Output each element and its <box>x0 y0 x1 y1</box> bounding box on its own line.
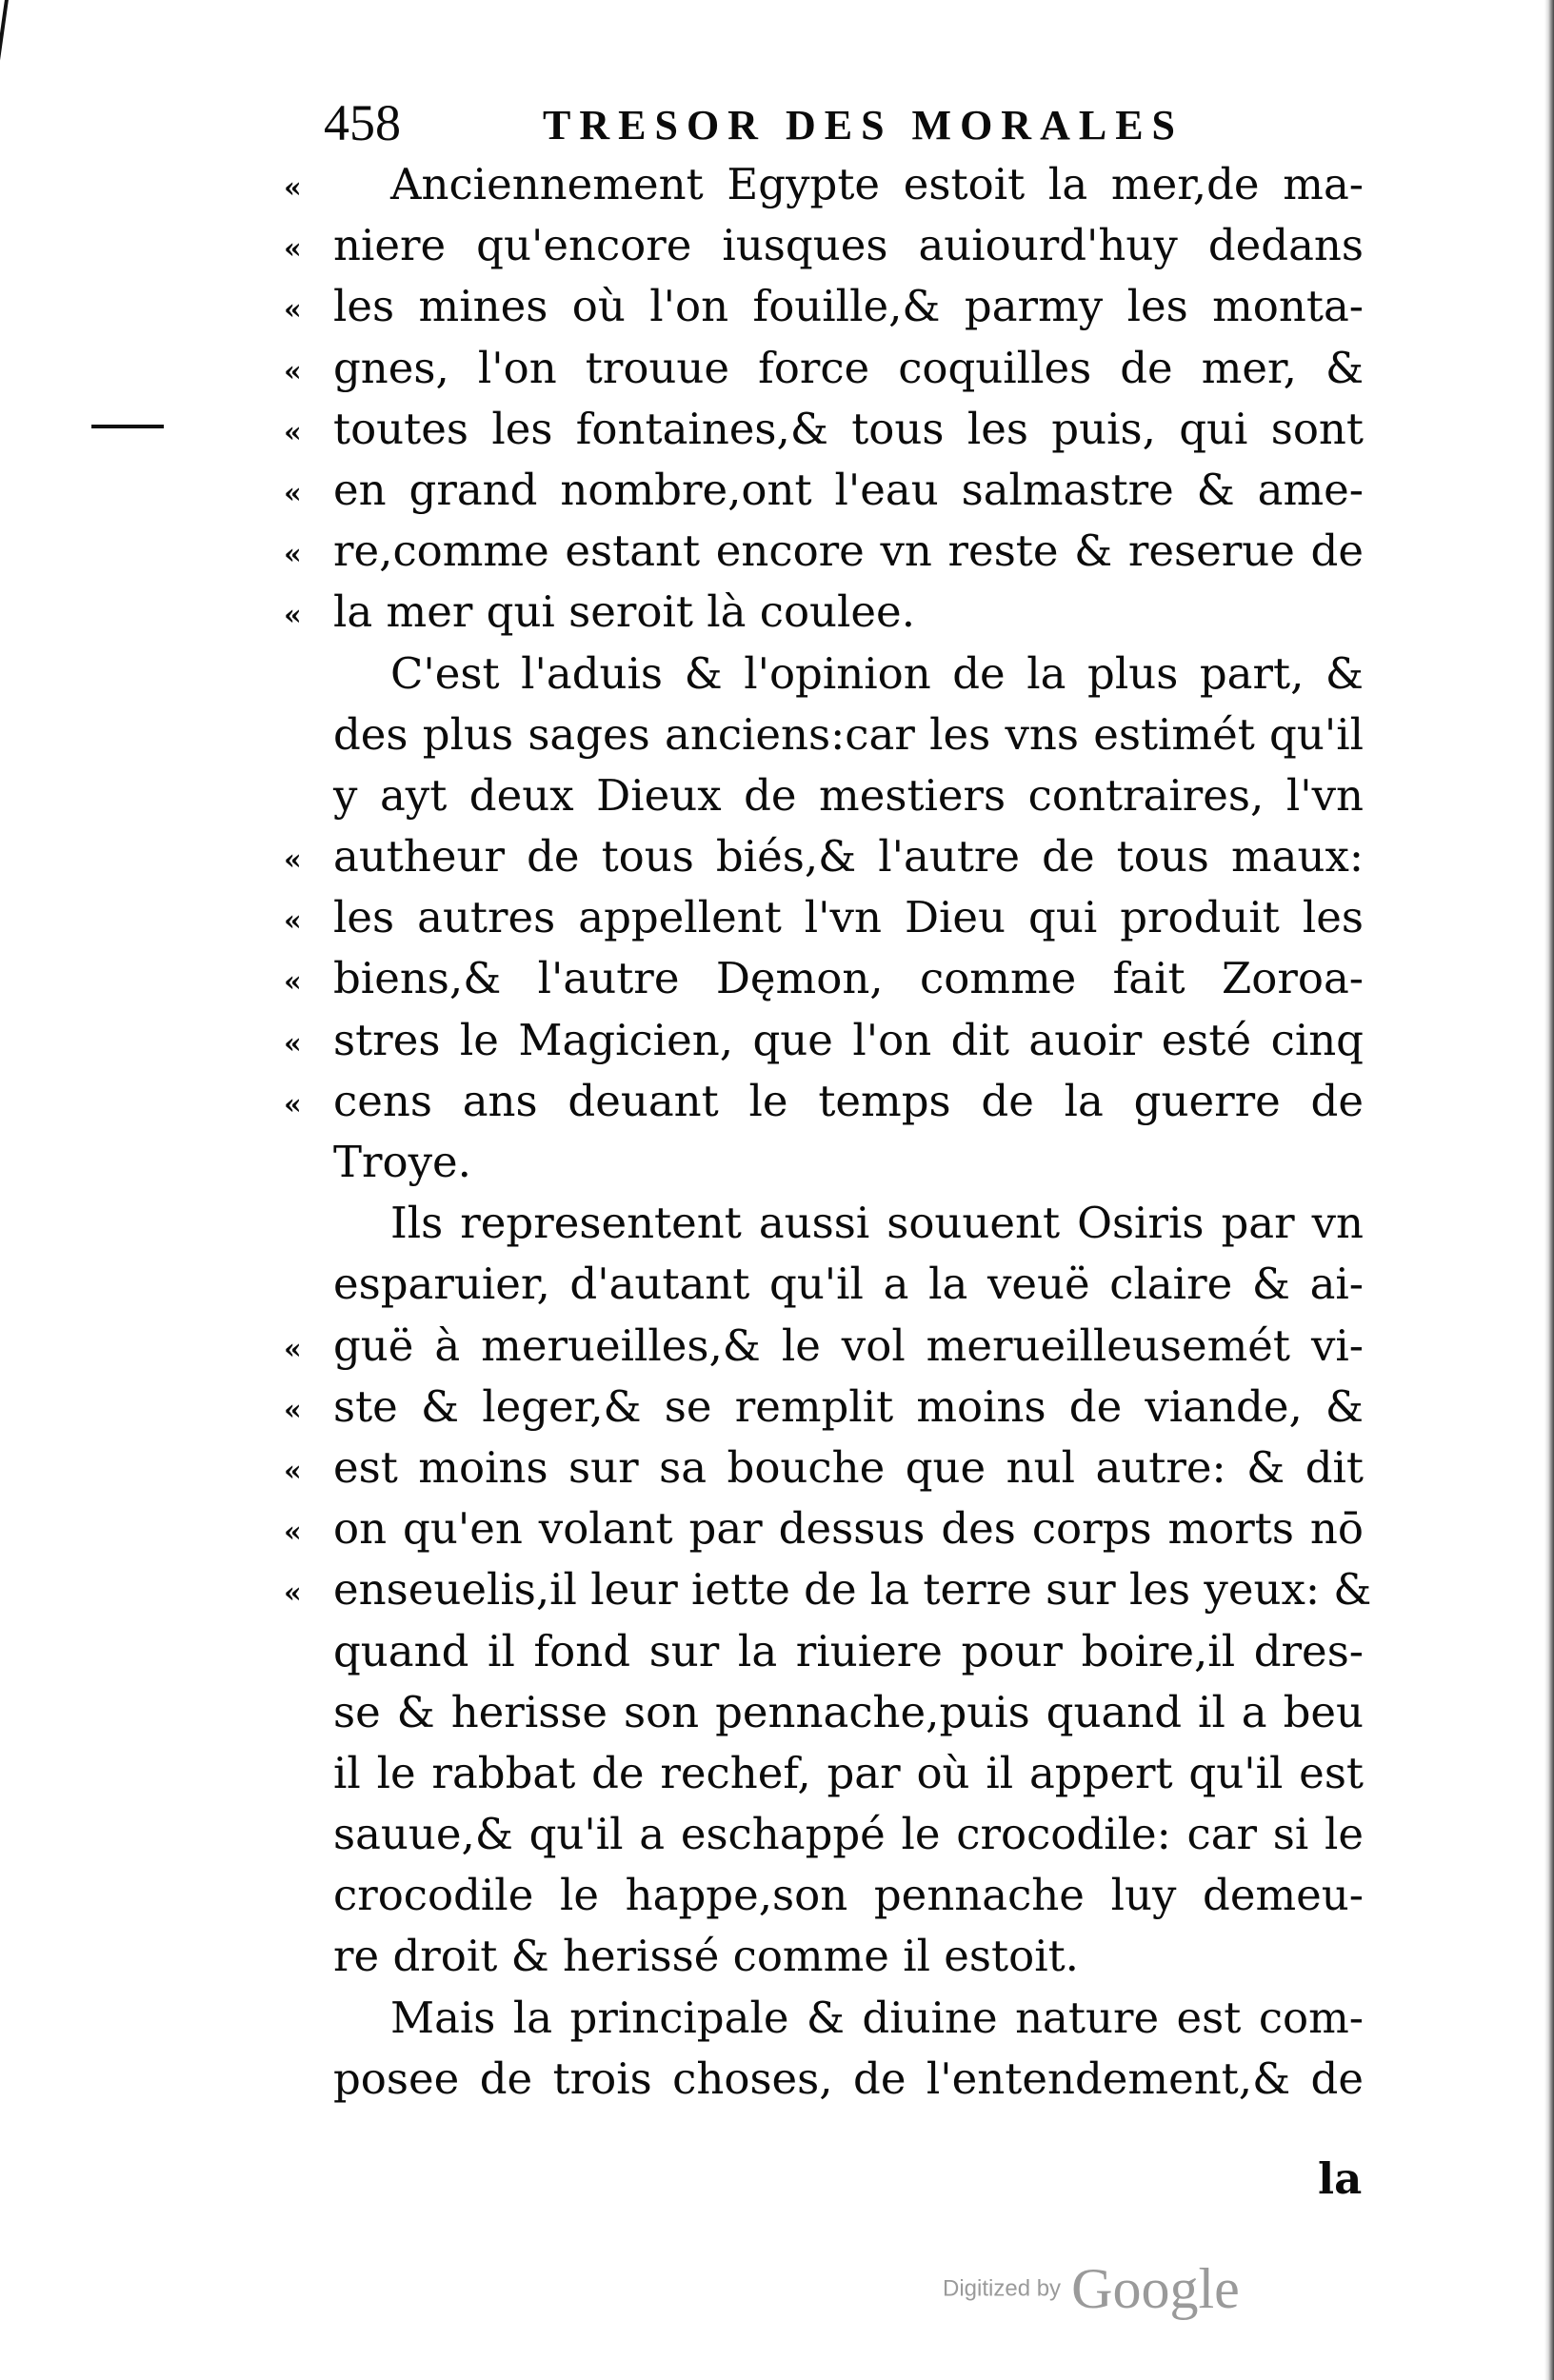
text-line <box>0 1193 1554 1254</box>
line-text: des plus sages anciens:car les vns estimét qu'il <box>333 708 1364 760</box>
line-text: C'est l'aduis & l'opinion de la plus part, & <box>390 647 1364 699</box>
text-line <box>0 582 1554 643</box>
line-text: toutes les fontaines,& tous les puis, qui sont <box>333 403 1364 454</box>
line-text: autheur de tous biés,& l'autre de tous maux: <box>333 831 1364 883</box>
text-line <box>0 1559 1554 1620</box>
line-text: en grand nombre,ont l'eau salmastre & ame- <box>333 464 1364 515</box>
quotation-marker: « <box>284 1516 302 1550</box>
text-line <box>0 1316 1554 1377</box>
text-line <box>0 215 1554 276</box>
line-text: biens,& l'autre Dęmon, comme fait Zoroa- <box>333 953 1364 1004</box>
text-line <box>0 1071 1554 1132</box>
line-text: Ils representent aussi souuent Osiris par vn <box>390 1198 1364 1249</box>
quotation-marker: « <box>284 354 302 388</box>
text-line <box>0 887 1554 948</box>
line-text: les autres appellent l'vn Dieu qui produit les <box>333 892 1364 943</box>
text-line <box>0 1682 1554 1743</box>
body-text <box>0 154 1554 2110</box>
line-text: y ayt deux Dieux de mestiers contraires, l'vn <box>333 769 1364 821</box>
text-line <box>0 521 1554 582</box>
line-text: esparuier, d'autant qu'il a la veuë claire & ai- <box>333 1259 1364 1310</box>
line-text: posee de trois choses, de l'entendement,& de <box>333 2053 1364 2104</box>
quotation-marker: « <box>284 1332 302 1366</box>
line-text: se & herisse son pennache,puis quand il a beu <box>333 1686 1364 1737</box>
line-text: quand il fond sur la riuiere pour boire,il dres- <box>333 1625 1364 1676</box>
quotation-marker: « <box>284 415 302 449</box>
line-text: la mer qui seroit là coulee. <box>333 586 915 638</box>
line-text: re droit & herissé comme il estoit. <box>333 1931 1079 1982</box>
text-line <box>0 704 1554 765</box>
quotation-marker: « <box>284 538 302 572</box>
text-line <box>0 1438 1554 1498</box>
text-line <box>0 460 1554 521</box>
line-text: sauue,& qu'il a eschappé le crocodile: car si le <box>333 1809 1364 1860</box>
quotation-marker: « <box>284 1454 302 1488</box>
text-line <box>0 1132 1554 1193</box>
line-text: enseuelis,il leur iette de la terre sur les yeux: & <box>333 1564 1372 1616</box>
line-text: est moins sur sa bouche que nul autre: & dit <box>333 1441 1364 1493</box>
line-text: stres le Magicien, que l'on dit auoir esté cinq <box>333 1014 1364 1065</box>
digitization-footer <box>943 2256 1240 2322</box>
quotation-marker: « <box>284 904 302 939</box>
text-line <box>0 826 1554 887</box>
quotation-marker: « <box>284 1026 302 1061</box>
line-text: crocodile le happe,son pennache luy demeu- <box>333 1870 1364 1921</box>
quotation-marker: « <box>284 843 302 878</box>
page-header <box>324 93 1371 156</box>
line-text: il le rabbat de rechef, par où il appert qu'il est <box>333 1747 1364 1798</box>
quotation-marker: « <box>284 1577 302 1611</box>
text-line <box>0 276 1554 337</box>
google-logo: Google <box>1071 2257 1240 2320</box>
text-line <box>0 1498 1554 1559</box>
line-text: les mines où l'on fouille,& parmy les monta- <box>333 281 1364 332</box>
text-line <box>0 1254 1554 1315</box>
line-text: Mais la principale & diuine nature est com- <box>390 1992 1364 2043</box>
text-line <box>0 1621 1554 1682</box>
quotation-marker: « <box>284 293 302 327</box>
quotation-marker: « <box>284 599 302 633</box>
text-line <box>0 399 1554 460</box>
text-line <box>0 1988 1554 2049</box>
quotation-marker: « <box>284 1393 302 1427</box>
text-line <box>0 1010 1554 1071</box>
scan-left-edge <box>0 0 22 67</box>
running-title: TRESOR DES MORALES <box>543 102 1185 149</box>
text-line <box>0 1743 1554 1804</box>
text-line <box>0 338 1554 399</box>
text-line <box>0 1865 1554 1926</box>
text-line <box>0 154 1554 215</box>
text-line <box>0 1926 1554 1987</box>
quotation-marker: « <box>284 171 302 205</box>
line-text: Anciennement Egypte estoit la mer,de ma- <box>390 159 1364 209</box>
digitized-by-label: Digitized by <box>943 2275 1062 2302</box>
text-line <box>0 644 1554 704</box>
quotation-marker: « <box>284 232 302 267</box>
catchword: la <box>1318 2153 1363 2204</box>
line-text: cens ans deuant le temps de la guerre de <box>333 1075 1364 1126</box>
text-line <box>0 1377 1554 1438</box>
quotation-marker: « <box>284 476 302 510</box>
quotation-marker: « <box>284 1087 302 1121</box>
line-text: ste & leger,& se remplit moins de viande, & <box>333 1380 1364 1432</box>
line-text: gnes, l'on trouue force coquilles de mer, & <box>333 342 1364 393</box>
text-line <box>0 765 1554 826</box>
line-text: guë à merueilles,& le vol merueilleusemét vi- <box>333 1319 1364 1371</box>
quotation-marker: « <box>284 965 302 1000</box>
page-number: 458 <box>324 94 401 151</box>
text-line <box>0 1804 1554 1865</box>
line-text: Troye. <box>333 1137 471 1187</box>
text-line <box>0 2049 1554 2110</box>
line-text: on qu'en volant par dessus des corps morts nō <box>333 1503 1364 1555</box>
line-text: niere qu'encore iusques auiourd'huy dedans <box>333 220 1364 271</box>
line-text: re,comme estant encore vn reste & reserue de <box>333 526 1364 577</box>
text-line <box>0 948 1554 1009</box>
